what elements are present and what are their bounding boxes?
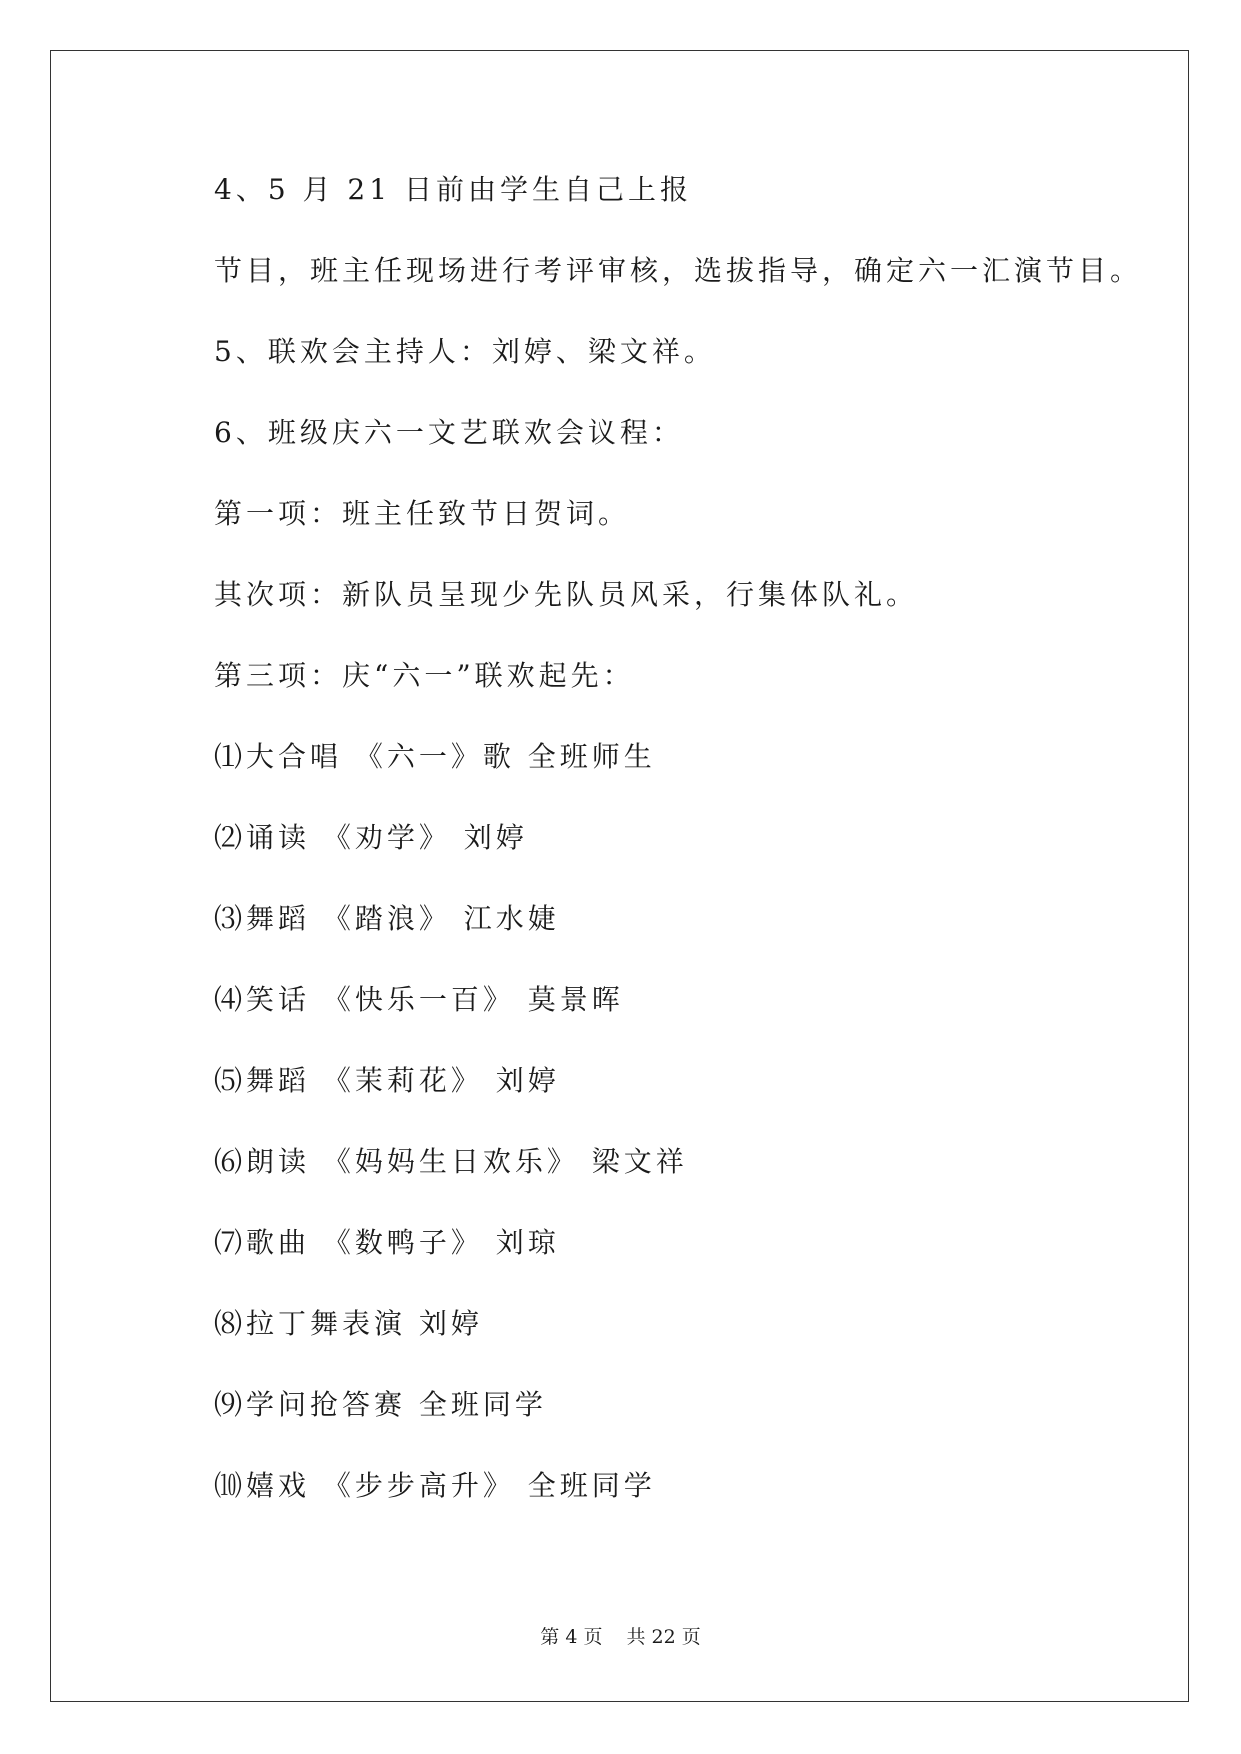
program-item: ⑽嬉戏 《步步高升》 全班同学 — [214, 1469, 656, 1502]
text-line: 6、班级庆六一文艺联欢会议程： — [214, 416, 684, 449]
program-item: ⑶舞蹈 《踏浪》 江水婕 — [214, 902, 560, 935]
text-line: 第一项：班主任致节日贺词。 — [214, 497, 631, 530]
document-body — [214, 164, 1174, 1541]
text-line: 节目，班主任现场进行考评审核，选拔指导，确定六一汇演节目。 — [214, 254, 1143, 287]
page-total: 共 22 页 — [626, 1626, 701, 1648]
page-footer — [0, 1622, 1241, 1649]
program-item: ⑸舞蹈 《茉莉花》 刘婷 — [214, 1064, 560, 1097]
text-line: 5、联欢会主持人：刘婷、梁文祥。 — [214, 335, 716, 368]
text-line: 第三项：庆“六一”联欢起先： — [214, 659, 635, 692]
text-line: 4、5 月 21 日前由学生自己上报 — [214, 173, 692, 206]
program-item: ⑻拉丁舞表演 刘婷 — [214, 1307, 483, 1340]
program-item: ⑼学问抢答赛 全班同学 — [214, 1388, 547, 1421]
program-item: ⑵诵读 《劝学》 刘婷 — [214, 821, 528, 854]
program-item: ⑷笑话 《快乐一百》 莫景晖 — [214, 983, 624, 1016]
text-line: 其次项：新队员呈现少先队员风采，行集体队礼。 — [214, 578, 919, 611]
program-item: ⑹朗读 《妈妈生日欢乐》 梁文祥 — [214, 1145, 688, 1178]
program-item: ⑴大合唱 《六一》歌 全班师生 — [214, 740, 656, 773]
page-number: 第 4 页 — [540, 1626, 603, 1648]
program-item: ⑺歌曲 《数鸭子》 刘琼 — [214, 1226, 560, 1259]
